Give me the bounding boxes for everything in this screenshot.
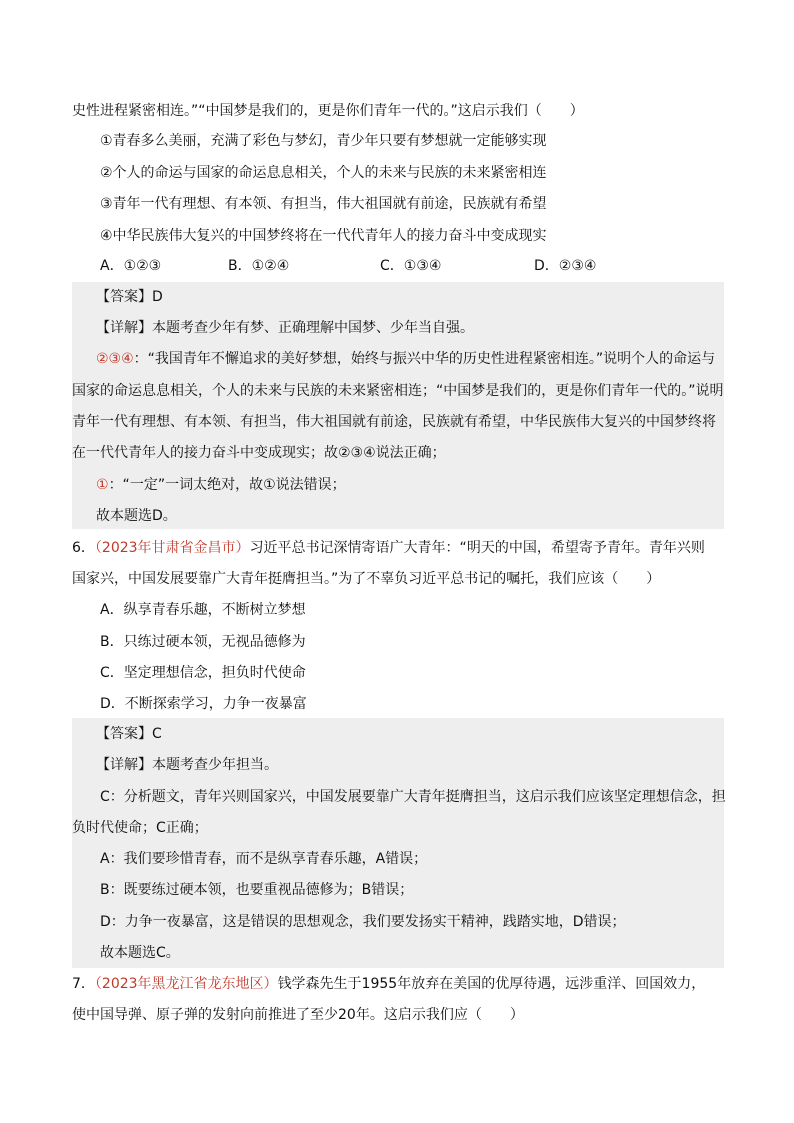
- question-source: （2023年甘肃省金昌市）: [94, 540, 250, 556]
- q7-stem-2: 使中国导弹、原子弹的发射向前推进了至少20年。这启示我们应（ ）: [72, 1007, 524, 1023]
- answer-value: D: [152, 289, 163, 305]
- q6-analysis-2: 负时代使命；C正确；: [72, 820, 208, 836]
- analysis-prefix: ②③④: [96, 351, 134, 367]
- q6-option-d: D．不断探索学习，力争一夜暴富: [100, 696, 307, 712]
- answer-label: 【答案】: [96, 726, 152, 742]
- q6-answer: [0, 724, 794, 744]
- q6-stem-2: 国家兴，中国发展要靠广大青年挺膺担当。”为了不辜负习近平总书记的嘱托，我们应该（ ）: [72, 571, 661, 587]
- detail-label: 【详解】: [96, 320, 152, 336]
- q5-item-3: ③青年一代有理想、有本领、有担当，伟大祖国就有前途，民族就有希望: [100, 196, 547, 212]
- q5-conclusion: 故本题选D。: [96, 508, 177, 524]
- q5-option-c: C．①③④: [380, 258, 442, 274]
- q6-conclusion: 故本题选C。: [100, 945, 180, 961]
- q5-option-a: A．①②③: [100, 258, 162, 274]
- question-source: （2023年黑龙江省龙东地区）: [94, 976, 278, 992]
- q5-option-b: B．①②④: [228, 258, 290, 274]
- detail-label: 【详解】: [96, 757, 152, 773]
- answer-label: 【答案】: [96, 289, 152, 305]
- wrong-prefix: ①: [96, 477, 109, 493]
- q5-analysis-1: ②③④：“我国青年不懈追求的美好梦想，始终与振兴中华的历史性进程紧密相连。”说明个人的命运与: [96, 351, 716, 367]
- q6-option-b: B．只练过硬本领，无视品德修为: [100, 634, 306, 650]
- q5-item-1: ①青春多么美丽，充满了彩色与梦幻，青少年只要有梦想就一定能够实现: [100, 133, 547, 149]
- q5-detail: 【详解】本题考查少年有梦、正确理解中国梦、少年当自强。: [96, 320, 474, 336]
- answer-value: C: [152, 726, 162, 742]
- q5-option-d: D．②③④: [534, 258, 597, 274]
- q5-item-4: ④中华民族伟大复兴的中国梦终将在一代代青年人的接力奋斗中变成现实: [100, 228, 547, 244]
- q5-wrong: ①：“一定”一词太绝对，故①说法错误；: [96, 477, 346, 493]
- q5-analysis-2: 国家的命运息息相关，个人的未来与民族的未来紧密相连；“中国梦是我们的，更是你们青年一代的。”说明: [72, 383, 724, 399]
- question-number: 6．: [72, 540, 95, 556]
- q5-answer: [0, 287, 794, 307]
- q6-analysis-4: B：既要练过硬本领，也要重视品德修为；B错误；: [100, 882, 414, 898]
- q7-stem-1: 7．（2023年黑龙江省龙东地区）钱学森先生于1955年放弃在美国的优厚待遇，远涉重洋、回国效力，: [72, 976, 706, 992]
- question-number: 7．: [72, 976, 95, 992]
- q6-stem-1: 6．（2023年甘肃省金昌市）习近平总书记深情寄语广大青年：“明天的中国，希望寄予青年。青年兴则: [72, 540, 705, 556]
- q5-analysis-4: 在一代代青年人的接力奋斗中变成现实；故②③④说法正确；: [72, 445, 446, 461]
- q5-analysis-3: 青年一代有理想、有本领、有担当，伟大祖国就有前途，民族就有希望，中华民族伟大复兴的中国梦终将: [72, 414, 716, 430]
- q5-item-2: ②个人的命运与国家的命运息息相关，个人的未来与民族的未来紧密相连: [100, 165, 547, 181]
- q6-option-c: C．坚定理想信念，担负时代使命: [100, 665, 306, 681]
- q6-analysis-1: C：分析题文，青年兴则国家兴，中国发展要靠广大青年挺膺担当，这启示我们应该坚定理想信念，担: [100, 789, 726, 805]
- q6-option-a: A．纵享青春乐趣，不断树立梦想: [100, 602, 306, 618]
- q6-analysis-5: D：力争一夜暴富，这是错误的思想观念，我们要发扬实干精神，践踏实地，D错误；: [100, 914, 626, 930]
- q5-stem: 史性进程紧密相连。”“中国梦是我们的，更是你们青年一代的。”这启示我们（ ）: [72, 103, 584, 119]
- q6-detail: 【详解】本题考查少年担当。: [96, 757, 278, 773]
- q6-analysis-3: A：我们要珍惜青春，而不是纵享青春乐趣，A错误；: [100, 851, 428, 867]
